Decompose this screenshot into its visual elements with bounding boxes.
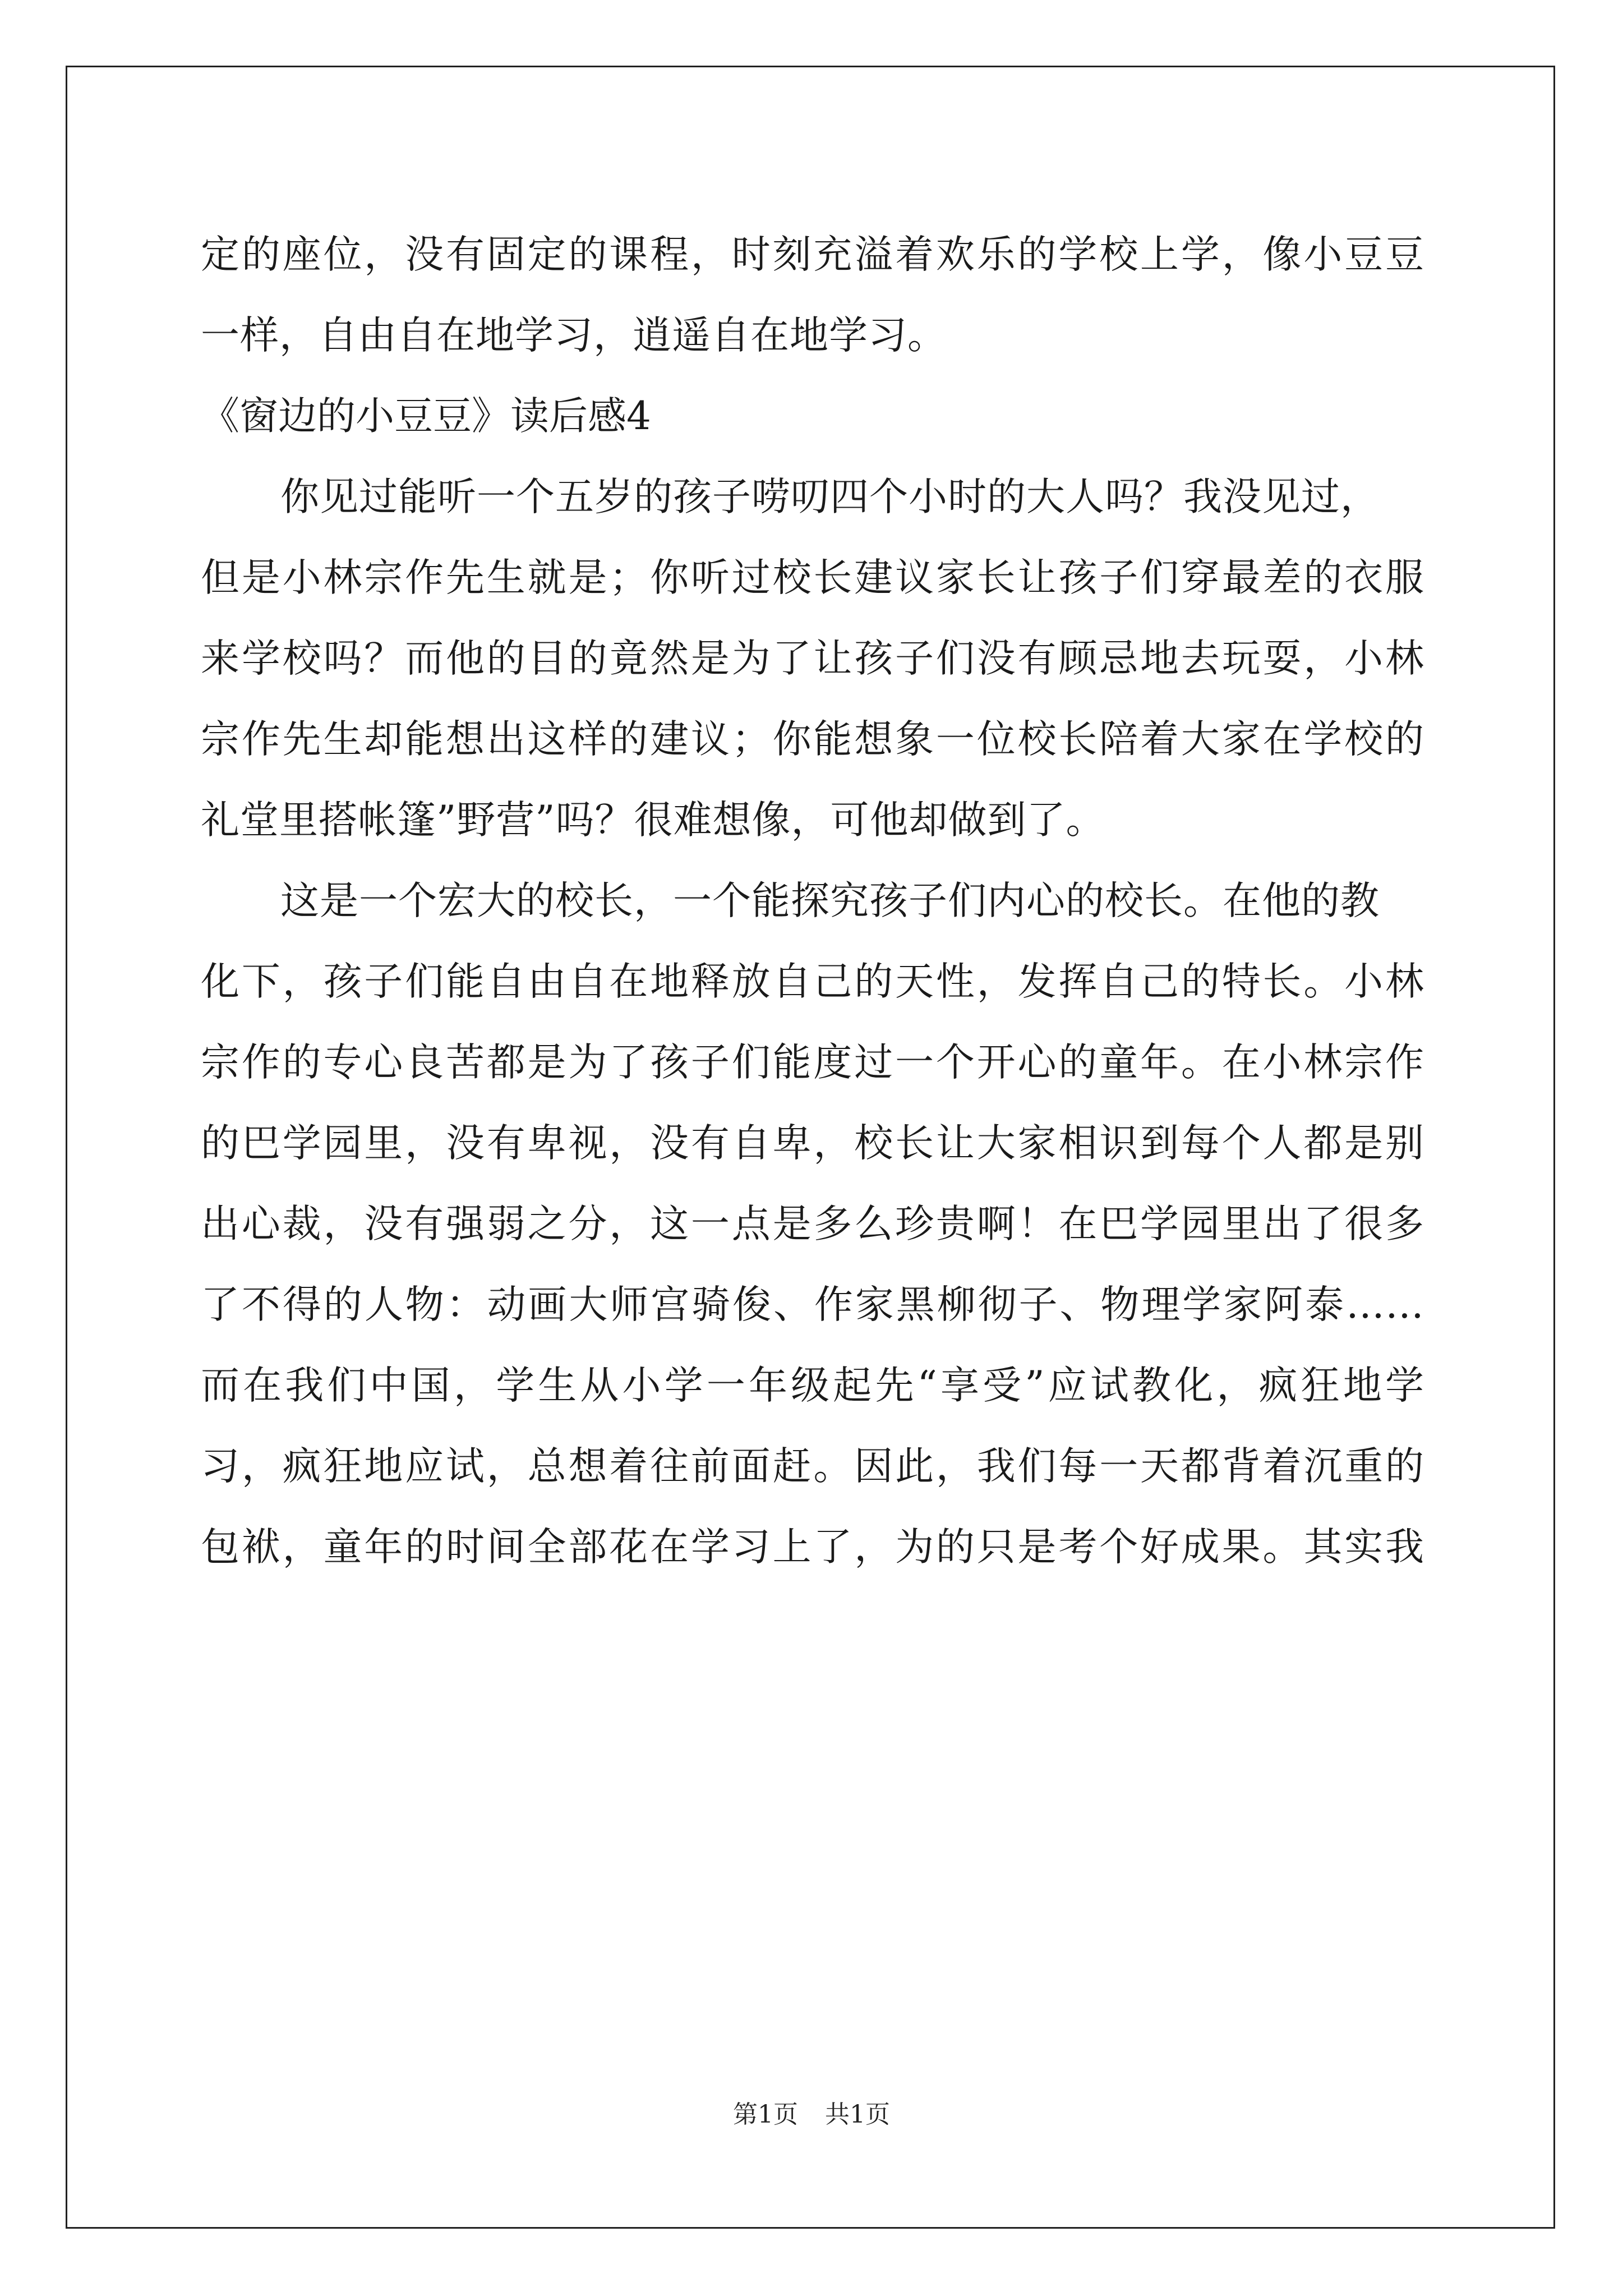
paragraph-1-line-1: 你见过能听一个五岁的孩子唠叨四个小时的大人吗？我没见过， <box>280 475 1380 519</box>
paragraph-1-line-3: 来学校吗？而他的目的竟然是为了让孩子们没有顾忌地去玩耍，小林 <box>201 636 1424 681</box>
paragraph-2-line-2: 化下，孩子们能自由自在地释放自己的天性，发挥自己的特长。小林 <box>201 959 1424 1004</box>
paragraph-2-line-7: 而在我们中国，学生从小学一年级起先“享受”应试教化，疯狂地学 <box>201 1363 1424 1408</box>
paragraph-2-line-9: 包袱，童年的时间全部花在学习上了，为的只是考个好成果。其实我 <box>201 1525 1424 1570</box>
paragraph-2-line-6: 了不得的人物：动画大师宫骑俊、作家黑柳彻子、物理学家阿泰…… <box>201 1282 1424 1327</box>
paragraph-2-line-3: 宗作的专心良苦都是为了孩子们能度过一个开心的童年。在小林宗作 <box>201 1040 1424 1085</box>
paragraph-1-line-4: 宗作先生却能想出这样的建议；你能想象一位校长陪着大家在学校的 <box>201 717 1424 762</box>
paragraph-2-line-5: 出心裁，没有强弱之分，这一点是多么珍贵啊！在巴学园里出了很多 <box>201 1202 1424 1246</box>
paragraph-1-line-5: 礼堂里搭帐篷”野营”吗？很难想像，可他却做到了。 <box>201 798 1105 843</box>
paragraph-2-line-4: 的巴学园里，没有卑视，没有自卑，校长让大家相识到每个人都是别 <box>201 1121 1424 1166</box>
page-footer <box>0 2098 1623 2132</box>
paragraph-1-line-2: 但是小林宗作先生就是；你听过校长建议家长让孩子们穿最差的衣服 <box>201 555 1424 600</box>
text-line-2: 一样，自由自在地学习，逍遥自在地学习。 <box>201 313 947 358</box>
paragraph-2-line-8: 习，疯狂地应试，总想着往前面赶。因此，我们每一天都背着沉重的 <box>201 1444 1424 1489</box>
page-total: 共1页 <box>825 2100 890 2129</box>
page-number: 第1页 <box>733 2100 798 2129</box>
paragraph-2-line-1: 这是一个宏大的校长，一个能探究孩子们内心的校长。在他的教 <box>280 878 1380 923</box>
document-body <box>201 214 1424 1588</box>
section-heading: 《窗边的小豆豆》读后感4 <box>201 394 651 439</box>
text-line-1: 定的座位，没有固定的课程，时刻充溢着欢乐的学校上学，像小豆豆 <box>201 232 1424 277</box>
